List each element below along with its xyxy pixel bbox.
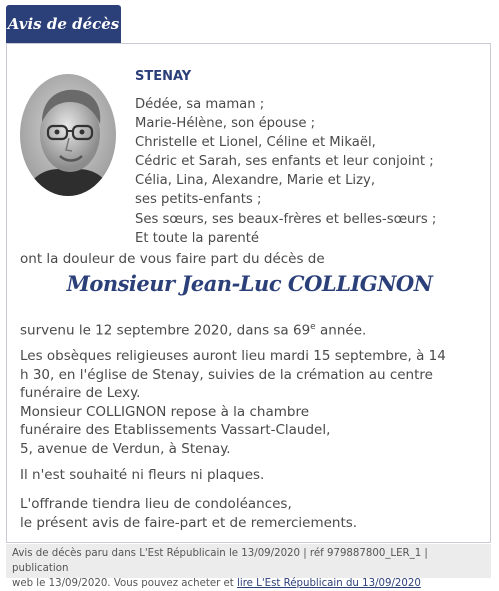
family-line: Cédric et Sarah, ses enfants et leur conjoint ; <box>135 154 434 170</box>
funeral-line: funéraire de Lexy. <box>20 385 141 401</box>
closing-line: L'offrande tiendra lieu de condoléances, <box>20 496 292 512</box>
family-line: Et toute la parenté <box>135 230 260 246</box>
notice-location: STENAY <box>135 69 192 84</box>
publication-footer <box>6 544 491 589</box>
deceased-portrait-photo <box>20 74 116 196</box>
family-line: Célia, Lina, Alexandre, Marie et Lizy, <box>135 173 376 189</box>
footer-line: web le 13/09/2020. Vous pouvez acheter et lire L'Est Républicain du 13/09/2020 <box>12 578 421 589</box>
deceased-name: Monsieur Jean-Luc COLLIGNON <box>66 271 433 296</box>
buy-newspaper-link[interactable]: lire L'Est Républicain du 13/09/2020 <box>237 578 421 589</box>
family-line: Dédée, sa maman ; <box>135 97 265 112</box>
announcement-intro: ont la douleur de vous faire part du décès de <box>20 251 325 267</box>
flowers-notice <box>20 466 482 485</box>
closing-line: le présent avis de faire-part et de remerciements. <box>20 514 358 531</box>
funeral-details <box>20 347 482 458</box>
funeral-line: funéraire des Etablissements Vassart-Claudel, <box>20 422 331 438</box>
flowers-line: Il n'est souhaité ni fleurs ni plaques. <box>20 467 265 483</box>
family-line: Marie-Hélène, son épouse ; <box>135 116 316 132</box>
family-line: Christelle et Lionel, Céline et Mikaël, <box>135 135 376 151</box>
family-line: ses petits-enfants ; <box>135 192 262 208</box>
family-line: Ses sœurs, ses beaux-frères et belles-sœurs ; <box>135 211 437 227</box>
family-list <box>135 95 436 248</box>
notice-category-tab: Avis de décès <box>6 5 121 43</box>
death-details <box>20 318 482 340</box>
funeral-line: h 30, en l'église de Stenay, suivies de la crémation au centre <box>20 366 433 383</box>
funeral-line: 5, avenue de Verdun, à Stenay. <box>20 440 231 457</box>
funeral-line: Les obsèques religieuses auront lieu mardi 15 septembre, à 14 <box>20 348 446 364</box>
funeral-line: Monsieur COLLIGNON repose à la chambre <box>20 403 310 420</box>
death-details-line: survenu le 12 septembre 2020, dans sa 69e année. <box>20 322 367 339</box>
closing-notice <box>20 495 482 532</box>
footer-line: Avis de décès paru dans L'Est Républicain le 13/09/2020 | réf 979887800_LER_1 | publication <box>12 548 428 574</box>
